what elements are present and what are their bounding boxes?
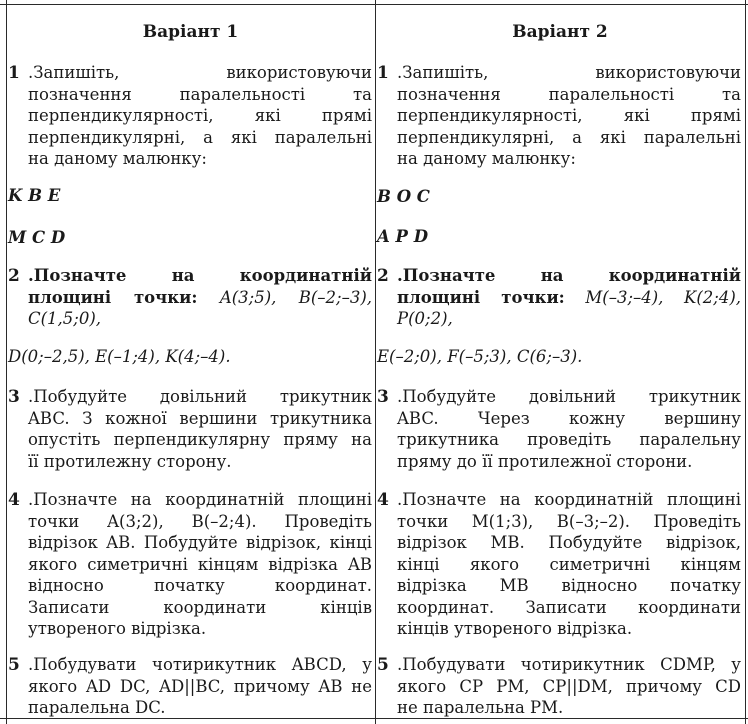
- top-border: [0, 4, 748, 5]
- task-4-number: 4: [377, 490, 389, 510]
- task-4-number: 4: [8, 490, 20, 510]
- task-2-number: 2: [377, 266, 389, 286]
- points-row-top: B O C: [377, 187, 430, 206]
- task-5-text: .Побудувати чотирикутник CDMP, у якого CP PM, CP||DM, причому CD не паралельна PM.: [397, 655, 741, 717]
- task-2-number: 2: [8, 266, 20, 286]
- task-1-number: 1: [8, 63, 20, 83]
- right-border: [745, 0, 746, 724]
- task-5-number: 5: [377, 655, 389, 675]
- variant-1-header: Варіант 1: [142, 22, 239, 42]
- task-4-text: .Позначте на координатній площині точки A(3;2), B(–2;4). Проведіть відрізок AB. Побудуйте відрізок, кінці якого симетричні кінцям відрізка AB відносно початку координат. Записати координати кінців утвореного відрізка.: [28, 490, 372, 638]
- task-2-text: .Позначте на координатній площині точки: M(–3;–4), K(2;4), P(0;2),: [397, 266, 741, 328]
- task-3-number: 3: [377, 387, 389, 407]
- task-5-text: .Побудувати чотирикутник ABCD, у якого AD DC, AD||BC, причому AB не паралельна DC.: [28, 655, 372, 717]
- task-3-text: .Побудуйте довільний трикутник ABC. З кожної вершини трикутника опустіть перпендикулярну пряму на її протилежну сторону.: [28, 387, 372, 471]
- task-3-number: 3: [8, 387, 20, 407]
- task-4-text: .Позначте на координатній площині точки M(1;3), B(–3;–2). Проведіть відрізок MB. Побудуйте відрізок, кінці якого симетричні кінцям відрізка MB відносно початку координат. Записати координати кінців утвореного відрізка.: [397, 490, 741, 638]
- column-divider: [375, 0, 376, 724]
- task-1-text: .Запишіть, використовуючи позначення паралельності та перпендикулярності, які прямі перпендикулярні, а які паралельні на даному малюнку:: [28, 63, 372, 168]
- task-5-number: 5: [8, 655, 20, 675]
- points-row-bottom: M C D: [8, 228, 66, 247]
- task-1-number: 1: [377, 63, 389, 83]
- task-2-text: .Позначте на координатній площині точки: A(3;5), B(–2;–3), C(1,5;0),: [28, 266, 372, 328]
- points-row-top: K B E: [8, 186, 61, 205]
- task-2-extra-points: E(–2;0), F(–5;3), C(6;–3).: [377, 347, 583, 366]
- variant-2-header: Варіант 2: [512, 22, 608, 42]
- left-border: [6, 0, 7, 724]
- task-2-extra-points: D(0;–2,5), E(–1;4), K(4;–4).: [8, 347, 231, 366]
- points-row-bottom: A P D: [377, 227, 429, 246]
- task-3-text: .Побудуйте довільний трикутник ABC. Через кожну вершину трикутника проведіть паралельну пряму до її протилежної сторони.: [397, 387, 741, 471]
- task-1-text: .Запишіть, використовуючи позначення паралельності та перпендикулярності, які прямі перпендикулярні, а які паралельні на даному малюнку:: [397, 63, 741, 168]
